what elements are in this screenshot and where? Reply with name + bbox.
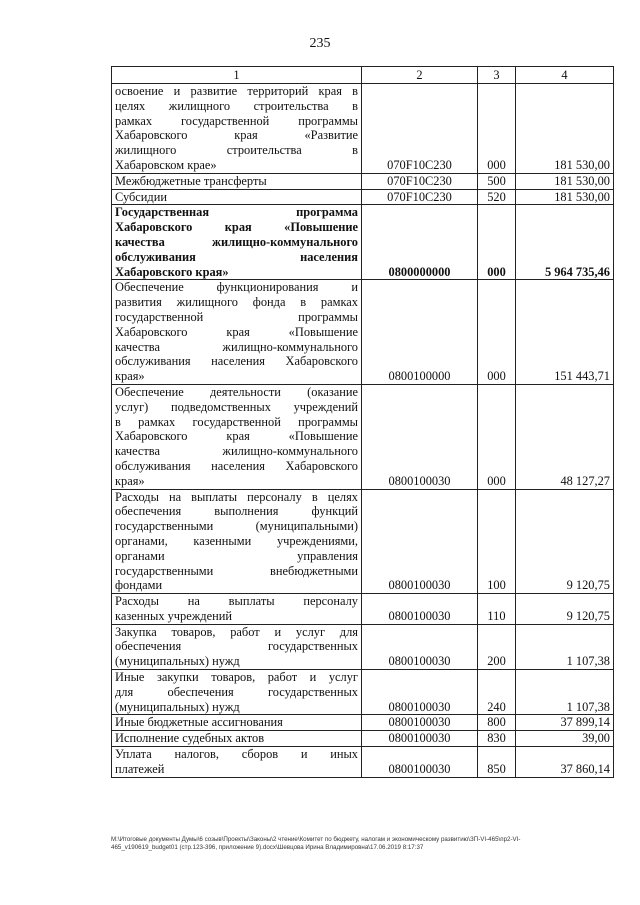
- row-type-cell: 830: [478, 731, 516, 747]
- row-sum-cell: 5 964 735,46: [516, 205, 614, 280]
- row-code-cell: 0800100030: [362, 715, 478, 731]
- row-name-cell: [112, 280, 362, 385]
- row-type-cell: 520: [478, 189, 516, 205]
- row-sum-cell: 9 120,75: [516, 489, 614, 594]
- row-sum-cell: 1 107,38: [516, 670, 614, 715]
- row-name-line: обслуживания населения Хабаровского: [115, 458, 358, 473]
- row-name-cell: [112, 731, 362, 747]
- row-name-cell: [112, 624, 362, 669]
- footer-line-2: 465_v190619_budget01 (стр.123-396, приложение 9).docx\Шевцова Ирина Владимировна\17.06.2019 8:17:37: [111, 844, 424, 851]
- row-sum-cell: 37 899,14: [516, 715, 614, 731]
- row-name-line: обеспечения государственных: [115, 639, 358, 654]
- row-name-line: Хабаровском крае»: [115, 157, 217, 172]
- row-name-line: Хабаровского края»: [115, 264, 229, 279]
- row-name-line: обеспечения выполнения функций: [115, 504, 358, 519]
- row-name-line: (муниципальных) нужд: [115, 654, 240, 669]
- table-row: [112, 173, 614, 189]
- row-name-cell: [112, 84, 362, 174]
- row-name-line: целях жилищного строительства в: [115, 98, 358, 113]
- row-name-line: качества жилищно-коммунального: [115, 444, 358, 459]
- row-name-line: государственной программы: [115, 309, 358, 324]
- row-name-line: Государственная программа: [115, 205, 358, 220]
- row-name-line: обслуживания населения: [115, 249, 358, 264]
- table-row: [112, 384, 614, 489]
- footer-line-1: M:\Итоговые документы Думы\6 созыв\Проекты\Законы\2 чтение\Комитет по бюджету, налогам и экономическому развитию\ЗП-VI-465\пр2-VI-: [111, 836, 521, 843]
- row-name-line: в рамках государственной программы: [115, 414, 358, 429]
- row-sum-cell: 9 120,75: [516, 594, 614, 625]
- row-name-line: Уплата налогов, сборов и иных: [115, 747, 358, 762]
- row-name-cell: [112, 173, 362, 189]
- row-type-cell: 000: [478, 280, 516, 385]
- row-name-cell: [112, 747, 362, 778]
- row-name-line: Межбюджетные трансферты: [115, 173, 267, 188]
- row-code-cell: 0800100030: [362, 731, 478, 747]
- row-name-line: Обеспечение деятельности (оказание: [115, 384, 358, 399]
- row-name-cell: [112, 670, 362, 715]
- row-name-cell: [112, 715, 362, 731]
- row-name-line: фондами: [115, 578, 163, 593]
- table-row: [112, 489, 614, 594]
- header-col-4: 4: [516, 67, 614, 84]
- page-number: 235: [309, 36, 331, 51]
- row-sum-cell: 39,00: [516, 731, 614, 747]
- header-col-3: 3: [478, 67, 516, 84]
- row-code-cell: 0800100000: [362, 280, 478, 385]
- table-row: [112, 205, 614, 280]
- row-code-cell: 0800100030: [362, 594, 478, 625]
- row-name-line: рамках государственной программы: [115, 113, 358, 128]
- row-name-line: органами управления: [115, 548, 358, 563]
- row-name-line: государственными внебюджетными: [115, 563, 358, 578]
- row-name-line: края»: [115, 473, 145, 488]
- row-name-line: государственными (муниципальными): [115, 519, 358, 534]
- row-name-line: Хабаровского края «Повышение: [115, 429, 358, 444]
- row-name-line: жилищного строительства в: [115, 143, 358, 158]
- row-name-line: обслуживания населения Хабаровского: [115, 354, 358, 369]
- row-name-line: Закупка товаров, работ и услуг для: [115, 624, 358, 639]
- row-name-line: платежей: [115, 761, 165, 776]
- row-name-line: Расходы на выплаты персоналу в целях: [115, 489, 358, 504]
- table-row: [112, 594, 614, 625]
- row-name-line: казенных учреждений: [115, 608, 232, 623]
- row-sum-cell: 181 530,00: [516, 84, 614, 174]
- row-name-cell: [112, 205, 362, 280]
- row-code-cell: 0800100030: [362, 670, 478, 715]
- row-type-cell: 000: [478, 84, 516, 174]
- row-name-line: Иные закупки товаров, работ и услуг: [115, 670, 358, 685]
- row-code-cell: 0800100030: [362, 747, 478, 778]
- row-code-cell: 0800100030: [362, 624, 478, 669]
- row-sum-cell: 37 860,14: [516, 747, 614, 778]
- row-type-cell: 850: [478, 747, 516, 778]
- row-name-line: Исполнение судебных актов: [115, 731, 265, 746]
- row-type-cell: 000: [478, 384, 516, 489]
- row-type-cell: 500: [478, 173, 516, 189]
- row-name-line: для обеспечения государственных: [115, 684, 358, 699]
- row-name-line: развития жилищного фонда в рамках: [115, 295, 358, 310]
- row-code-cell: 070F10C230: [362, 189, 478, 205]
- row-name-line: Хабаровского края «Повышение: [115, 324, 358, 339]
- table-row: [112, 670, 614, 715]
- row-sum-cell: 181 530,00: [516, 173, 614, 189]
- row-code-cell: 0800100030: [362, 489, 478, 594]
- row-name-line: качества жилищно-коммунального: [115, 234, 358, 249]
- row-name-cell: [112, 189, 362, 205]
- row-name-line: освоение и развитие территорий края в: [115, 84, 358, 98]
- header-col-2: 2: [362, 67, 478, 84]
- row-name-line: Обеспечение функционирования и: [115, 280, 358, 295]
- table-row: [112, 747, 614, 778]
- row-name-cell: [112, 384, 362, 489]
- row-type-cell: 100: [478, 489, 516, 594]
- row-code-cell: 0800100030: [362, 384, 478, 489]
- row-name-line: (муниципальных) нужд: [115, 699, 240, 714]
- table-row: [112, 280, 614, 385]
- row-type-cell: 800: [478, 715, 516, 731]
- table-row: [112, 731, 614, 747]
- row-sum-cell: 181 530,00: [516, 189, 614, 205]
- table-header-row: [112, 67, 614, 84]
- row-type-cell: 000: [478, 205, 516, 280]
- row-name-line: Хабаровского края «Развитие: [115, 128, 358, 143]
- row-name-cell: [112, 489, 362, 594]
- row-name-cell: [112, 594, 362, 625]
- row-sum-cell: 151 443,71: [516, 280, 614, 385]
- row-code-cell: 070F10C230: [362, 173, 478, 189]
- file-path-footer: [111, 836, 616, 852]
- table-row: [112, 189, 614, 205]
- row-name-line: Субсидии: [115, 189, 167, 204]
- row-sum-cell: 48 127,27: [516, 384, 614, 489]
- table-row: [112, 84, 614, 174]
- row-sum-cell: 1 107,38: [516, 624, 614, 669]
- row-type-cell: 240: [478, 670, 516, 715]
- row-name-line: Иные бюджетные ассигнования: [115, 715, 283, 730]
- row-name-line: Расходы на выплаты персоналу: [115, 594, 358, 609]
- row-name-line: органами, казенными учреждениями,: [115, 533, 358, 548]
- row-name-line: услуг) подведомственных учреждений: [115, 399, 358, 414]
- row-code-cell: 0800000000: [362, 205, 478, 280]
- table-row: [112, 624, 614, 669]
- header-col-1: 1: [112, 67, 362, 84]
- row-name-line: края»: [115, 369, 145, 384]
- budget-table: [111, 66, 614, 778]
- row-type-cell: 110: [478, 594, 516, 625]
- table-row: [112, 715, 614, 731]
- row-type-cell: 200: [478, 624, 516, 669]
- row-name-line: Хабаровского края «Повышение: [115, 220, 358, 235]
- row-name-line: качества жилищно-коммунального: [115, 339, 358, 354]
- row-code-cell: 070F10C230: [362, 84, 478, 174]
